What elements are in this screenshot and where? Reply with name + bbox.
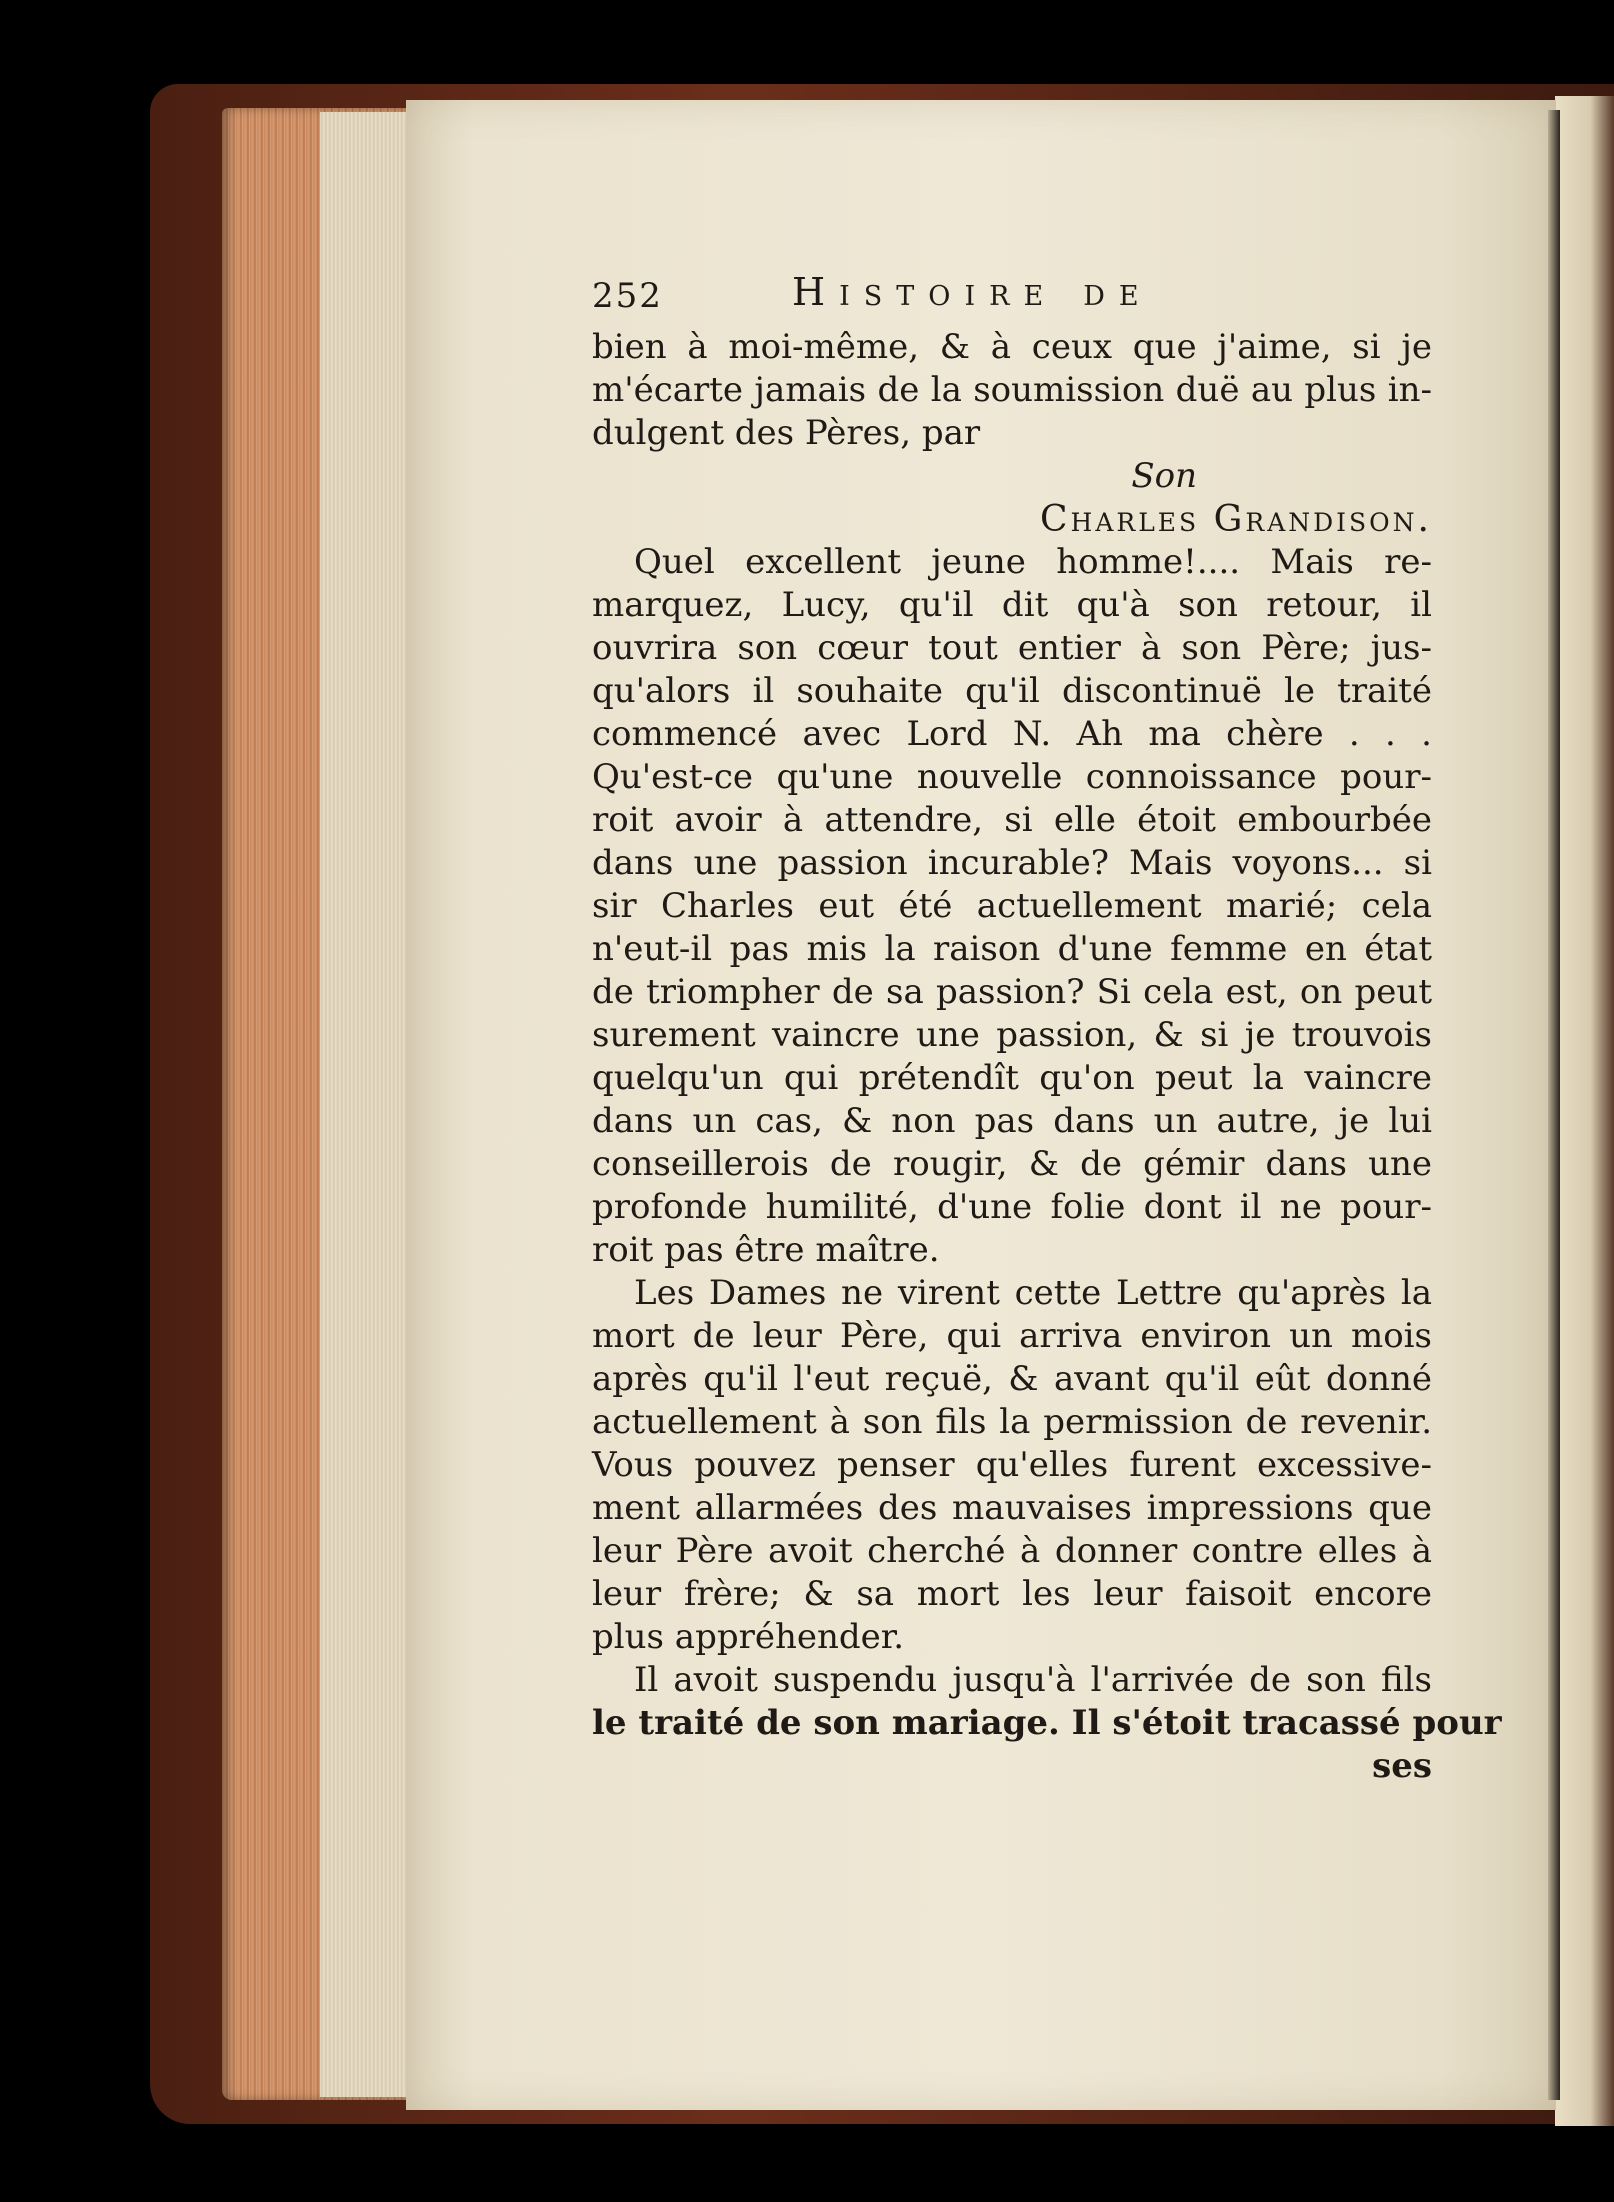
text-line: leur frère; & sa mort les leur faisoit encore (592, 1574, 1432, 1614)
text-line: le traité de son mariage. Il s'étoit tracassé pour (592, 1703, 1502, 1743)
text-line: leur Père avoit cherché à donner contre elles à (592, 1531, 1432, 1571)
text-line: après qu'il l'eut reçuë, & avant qu'il eût donné (592, 1359, 1432, 1399)
text-line: plus appréhender. (592, 1617, 905, 1657)
text-line: conseillerois de rougir, & de gémir dans une (592, 1144, 1432, 1184)
text-line: quelqu'un qui prétendît qu'on peut la vaincre (592, 1058, 1432, 1098)
facing-page-edge (1555, 96, 1614, 2126)
text-line: de triompher de sa passion? Si cela est, on peut (592, 972, 1432, 1012)
text-line: profonde humilité, d'une folie dont il ne pour- (592, 1187, 1432, 1227)
text-line: commencé avec Lord N. Ah ma chère . . . (592, 714, 1432, 754)
text-line: ouvrira son cœur tout entier à son Père; jus- (592, 628, 1432, 668)
text-line: dans un cas, & non pas dans un autre, je lui (592, 1101, 1432, 1141)
text-line: m'écarte jamais de la soumission duë au plus in- (592, 370, 1432, 410)
text-line: Vous pouvez penser qu'elles furent excessive- (592, 1445, 1432, 1485)
catchword: ses (1372, 1746, 1432, 1786)
text-line: actuellement à son fils la permission de revenir. (592, 1402, 1432, 1442)
text-line: qu'alors il souhaite qu'il discontinuë le traité (592, 671, 1432, 711)
text-line: mort de leur Père, qui arriva environ un mois (592, 1316, 1432, 1356)
text-line: n'eut-il pas mis la raison d'une femme en état (592, 929, 1432, 969)
text-line: ment allarmées des mauvaises impressions que (592, 1488, 1432, 1528)
text-line: Quel excellent jeune homme!.... Mais re- (634, 542, 1432, 582)
text-line: bien à moi-même, & à ceux que j'aime, si je (592, 327, 1432, 367)
text-line: Charles Grandison. (1039, 499, 1432, 540)
page-text-block (592, 270, 1502, 1788)
text-line: Les Dames ne virent cette Lettre qu'après la (634, 1273, 1432, 1313)
page-number: 252 (592, 276, 663, 316)
text-line: roit avoir à attendre, si elle étoit embourbée (592, 800, 1432, 840)
text-line: surement vaincre une passion, & si je trouvois (592, 1015, 1432, 1055)
text-line: Son (1131, 456, 1197, 496)
page-stack (320, 112, 412, 2097)
text-line: Qu'est-ce qu'une nouvelle connoissance pour- (592, 757, 1432, 797)
text-line: Il avoit suspendu jusqu'à l'arrivée de son fils (634, 1660, 1432, 1700)
text-line: sir Charles eut été actuellement marié; cela (592, 886, 1432, 926)
text-line: dulgent des Pères, par (592, 413, 981, 453)
text-line: dans une passion incurable? Mais voyons... si (592, 843, 1432, 883)
running-head: Histoire de (792, 270, 1153, 314)
text-line: roit pas être maître. (592, 1230, 940, 1270)
body-text (592, 326, 1502, 1745)
gutter-shadow (1548, 110, 1560, 2100)
page-header (592, 270, 1432, 326)
text-line: marquez, Lucy, qu'il dit qu'à son retour, il (592, 585, 1432, 625)
